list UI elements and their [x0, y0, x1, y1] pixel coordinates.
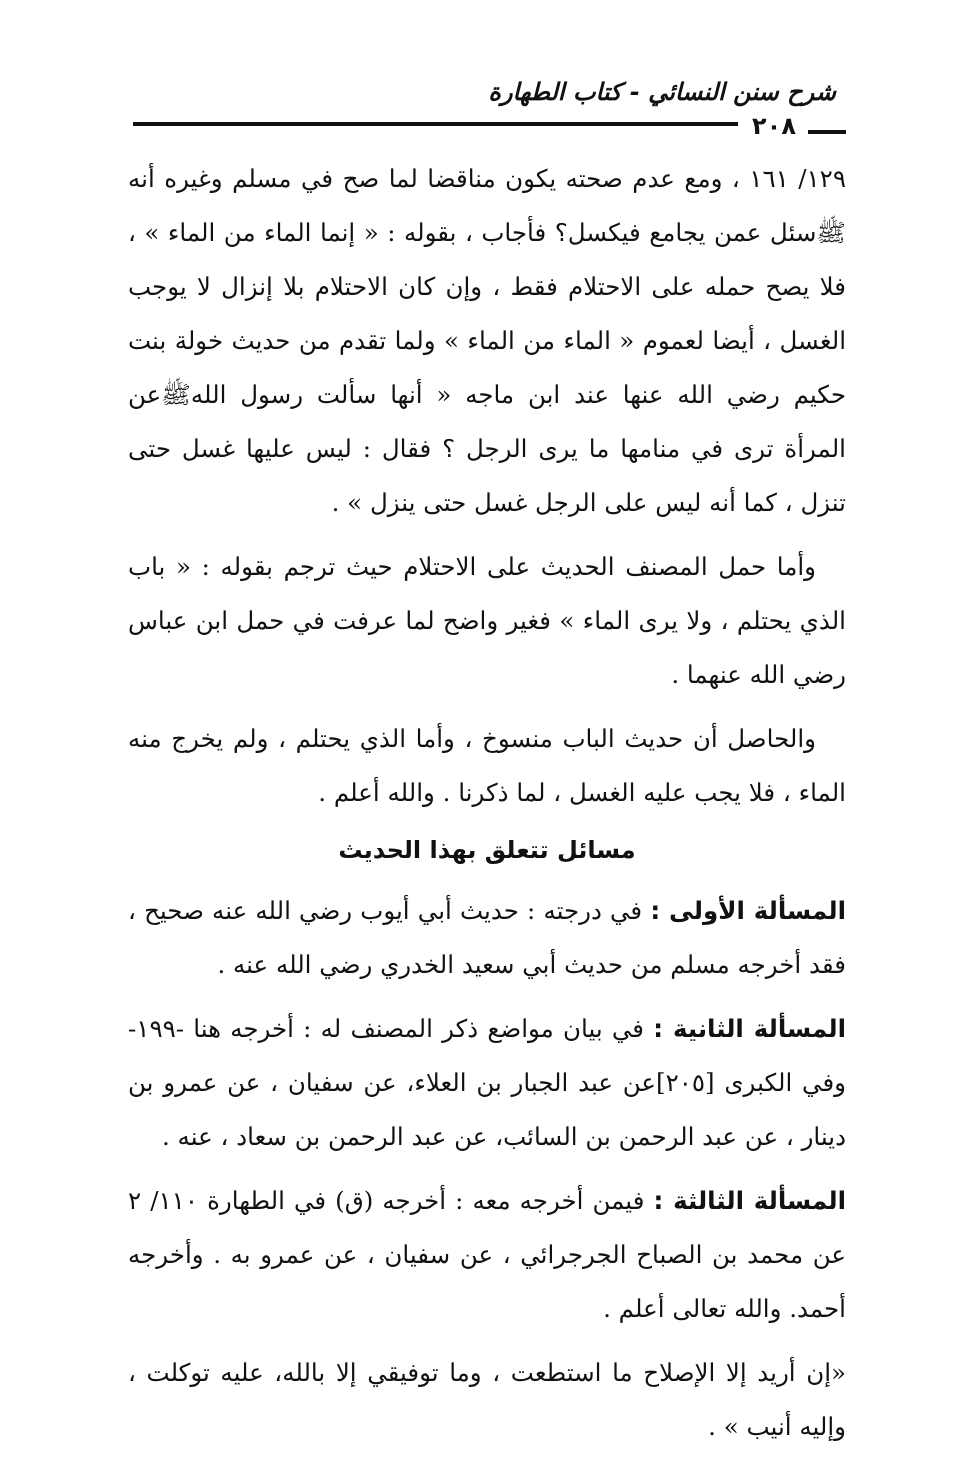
page-number: ٢٠٨ [752, 112, 796, 140]
issue-second [128, 1002, 846, 1164]
paragraph: والحاصل أن حديث الباب منسوخ ، وأما الذي يحتلم ، ولم يخرج منه الماء ، فلا يجب عليه الغسل ، لما ذكرنا . والله أعلم . [128, 724, 846, 807]
closing-quote: «إن أريد إلا الإصلاح ما استطعت ، وما توفيقي إلا بالله، عليه توكلت ، وإليه أنيب » . [128, 1358, 846, 1441]
paragraph: وأما حمل المصنف الحديث على الاحتلام حيث ترجم بقوله : « باب الذي يحتلم ، ولا يرى الماء » فغير واضح لما عرفت في حمل ابن عباس رضي الله عنهما . [128, 552, 846, 689]
issue-text: فيمن أخرجه معه : أخرجه (ق) في الطهارة ١١٠/ ٢ عن محمد بن الصباح الجرجرائي ، عن سفيان ، عن عمرو به . وأخرجه أحمد. والله تعالى أعلم . [128, 1186, 846, 1323]
body-text [128, 152, 846, 1464]
issue-label: المسألة الأولى : [650, 896, 846, 925]
paragraph: ١٢٩/ ١٦١ ، ومع عدم صحته يكون مناقضا لما صح في مسلم وغيره أنه ﷺسئل عمن يجامع فيكسل؟ فأجاب ، بقوله : « إنما الماء من الماء » ، فلا يصح حمله على الاحتلام فقط ، وإن كان الاحتلام بلا إنزال لا يوجب الغسل ، أيضا لعموم « الماء من الماء » ولما تقدم من حديث خولة بنت حكيم رضي الله عنها عند ابن ماجه « أنها سألت رسول اللهﷺعن المرأة ترى في منامها ما يرى الرجل ؟ فقال : ليس عليها غسل حتى تنزل ، كما أنه ليس على الرجل غسل حتى ينزل » . [128, 164, 846, 517]
issue-first [128, 884, 846, 992]
section-heading: مسائل تتعلق بهذا الحديث [338, 836, 636, 864]
issue-label: المسألة الثالثة : [653, 1186, 846, 1215]
running-title: شرح سنن النسائي - كتاب الطهارة [488, 78, 836, 106]
issue-text: في درجته : حديث أبي أيوب رضي الله عنه صحيح ، فقد أخرجه مسلم من حديث أبي سعيد الخدري رضي الله عنه . [128, 896, 846, 979]
page-number-rule [808, 130, 846, 134]
issue-label: المسألة الثانية : [653, 1014, 846, 1043]
header-rule [133, 122, 738, 126]
issue-third [128, 1174, 846, 1336]
issue-text: في بيان مواضع ذكر المصنف له : أخرجه هنا -١٩٩- وفي الكبرى [٢٠٥]عن عبد الجبار بن العلاء، عن سفيان ، عن عمرو بن دينار ، عن عبد الرحمن بن السائب، عن عبد الرحمن بن سعاد ، عنه . [128, 1014, 846, 1151]
